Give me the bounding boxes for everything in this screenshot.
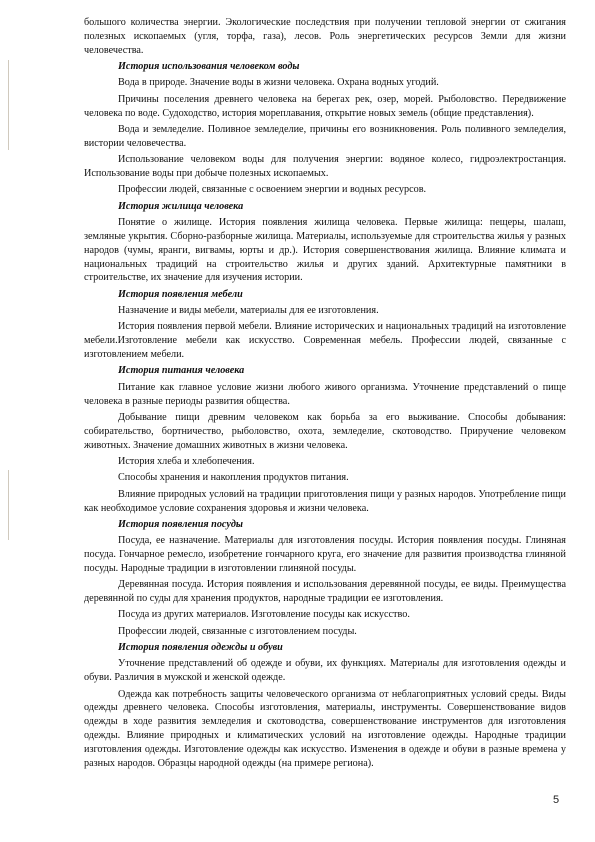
section-heading: История питания человека bbox=[118, 365, 245, 377]
paragraph: Питание как главное условие жизни любого живого организма. Уточнение представлений о пище человека в разные периоды развития общества. bbox=[84, 381, 566, 407]
paragraph: Профессии людей, связанные с освоением энергии и водных ресурсов. bbox=[118, 184, 427, 196]
paragraph: Причины поселения древнего человека на берегах рек, озер, морей. Рыболовство. Передвижение человека по воде. Судоходство, история мореплавания, открытие новых земель (общие представления). bbox=[84, 93, 566, 119]
section-heading: История жилища человека bbox=[118, 200, 244, 212]
paragraph: Добывание пищи древним человеком как борьба за его выживание. Способы добывания: собирательство, бортничество, рыболовство, охота, земледелие, скотоводство. Приручение человеком животных. Значение домашних животных в жизни человека. bbox=[84, 411, 566, 451]
paragraph: Посуда, ее назначение. Материалы для изготовления посуды. История появления посуды. Глиняная посуда. Гончарное ремесло, изобретение гончарного круга, его значение для развития производства глиняной посуды. Народные традиции в изготовлении глиняной посуды. bbox=[84, 535, 566, 574]
section-heading: История появления мебели bbox=[118, 288, 243, 300]
paragraph: Уточнение представлений об одежде и обуви, их функциях. Материалы для изготовления одежды и обуви. Различия в мужской и женской одежде. bbox=[84, 658, 566, 684]
paragraph: Посуда из других материалов. Изготовление посуды как искусство. bbox=[118, 609, 410, 621]
paragraph: Вода в природе. Значение воды в жизни человека. Охрана водных угодий. bbox=[118, 77, 439, 89]
scan-margin-line bbox=[8, 60, 9, 150]
document-page bbox=[84, 16, 566, 773]
paragraph: Влияние природных условий на традиции приготовления пищи у разных народов. Употребление пищи как необходимое условие сохранения здоровья и жизни человека. bbox=[84, 488, 566, 514]
scan-margin-line-lower bbox=[8, 470, 9, 540]
paragraph: Понятие о жилище. История появления жилища человека. Первые жилища: пещеры, шалаш, земляные укрытия. Сборно-разборные жилища. Материалы, используемые для строительства жилья у разных народов (чумы, яранги, вигвамы, юрты и др.). История совершенствования жилища. Влияние климата и национальных традиций на строительство жилья и других зданий. Архитектурные памятники в строительстве, их значение для изучения истории. bbox=[84, 216, 566, 284]
paragraph: большого количества энергии. Экологические последствия при получении тепловой энергии от сжигания полезных ископаемых (угля, торфа, газа), лесов. Роль энергетических ресурсов Земли для жизни человечества. bbox=[84, 17, 566, 56]
paragraph: Одежда как потребность защиты человеческого организма от неблагоприятных условий среды. Виды одежды древнего человека. Способы изготовления, материалы, инструменты. Совершенствование видов одежды в ходе развития земледелия и скотоводства, совершенствование инструментов для изготовления одежды. Влияние природных и климатических условий на изготовление одежды. Народные традиции изготовления одежды. Изготовление одежды как искусство. Изменения в одежде и обуви в разные времена у разных народов. Образцы народной одежды (на примере региона). bbox=[84, 688, 566, 769]
paragraph: Назначение и виды мебели, материалы для ее изготовления. bbox=[118, 305, 379, 317]
section-heading: История использования человеком воды bbox=[118, 61, 300, 73]
paragraph: История появления первой мебели. Влияние исторических и национальных традиций на изготовление мебели.Изготовление мебели как искусство. Современная мебель. Профессии людей, связанные с изготовлением мебели. bbox=[84, 321, 566, 361]
paragraph: Способы хранения и накопления продуктов питания. bbox=[118, 472, 349, 484]
paragraph: Использование человеком воды для получения энергии: водяное колесо, гидроэлектростанция. Использование воды при добыче полезных ископаемых. bbox=[84, 154, 566, 179]
section-heading: История появления посуды bbox=[118, 518, 244, 530]
paragraph: История хлеба и хлебопечения. bbox=[118, 455, 255, 467]
section-heading: История появления одежды и обуви bbox=[118, 642, 283, 654]
page-number: 5 bbox=[553, 794, 560, 806]
paragraph: Деревянная посуда. История появления и использования деревянной посуды, ее виды. Преимущества деревянной по суды для хранения продуктов, народные традиции ее изготовления. bbox=[84, 579, 566, 605]
paragraph: Вода и земледелие. Поливное земледелие, причины его возникновения. Роль поливного земледелия, вистории человечества. bbox=[84, 123, 566, 149]
paragraph: Профессии людей, связанные с изготовлением посуды. bbox=[118, 625, 357, 637]
